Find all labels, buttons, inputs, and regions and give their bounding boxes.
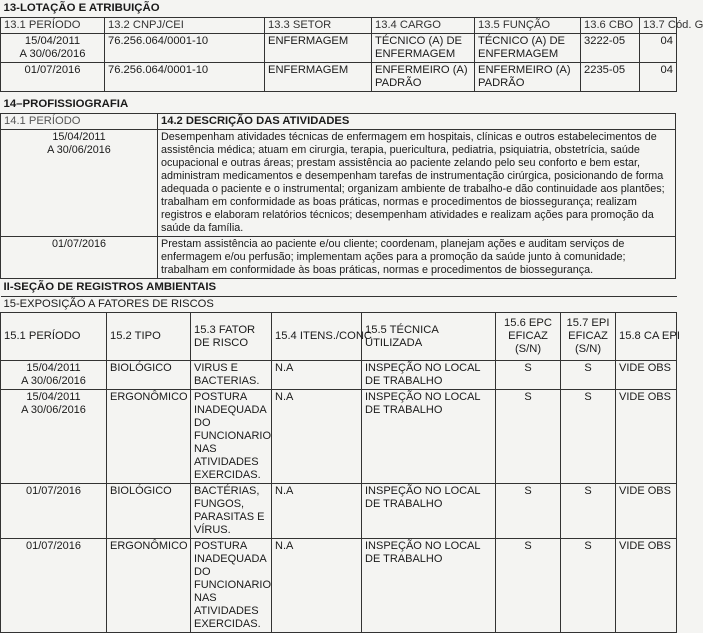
cod-cell: 04 <box>640 63 677 92</box>
section-14-title: 14–PROFISSIOGRAFIA <box>1 96 676 114</box>
epc-cell: S <box>496 390 561 484</box>
itens-cell: N.A <box>272 539 362 633</box>
col-header: 13.6 CBO <box>581 18 640 34</box>
itens-cell: N.A <box>272 361 362 390</box>
col-header: 15.7 EPI EFICAZ (S/N) <box>561 313 616 361</box>
epi-cell: S <box>561 539 616 633</box>
section-14-table <box>0 96 676 279</box>
col-header: 15.1 PERÍODO <box>1 313 107 361</box>
period-cell: 15/04/2011 A 30/06/2016 <box>1 361 107 390</box>
tipo-cell: ERGONÔMICO <box>107 539 191 633</box>
period-cell: 15/04/2011 A 30/06/2016 <box>1 390 107 484</box>
tipo-cell: BIOLÓGICO <box>107 484 191 539</box>
cbo-cell: 2235-05 <box>581 63 640 92</box>
cnpj-cell: 76.256.064/0001-10 <box>105 63 265 92</box>
itens-cell: N.A <box>272 484 362 539</box>
ca-cell: VIDE OBS <box>616 539 677 633</box>
fator-cell: POSTURA INADEQUADA DO FUNCIONARIO NAS ATIVIDADES EXERCIDAS. <box>191 539 272 633</box>
col-header: 14.1 PERÍODO <box>1 114 158 130</box>
setor-cell: ENFERMAGEM <box>265 63 372 92</box>
col-header: 13.2 CNPJ/CEI <box>105 18 265 34</box>
period-cell: 15/04/2011 A 30/06/2016 <box>1 130 158 237</box>
col-header: 15.4 ITENS./CONC <box>272 313 362 361</box>
period-cell: 01/07/2016 <box>1 484 107 539</box>
epi-cell: S <box>561 390 616 484</box>
table-row <box>1 539 677 633</box>
section-13-title: 13-LOTAÇÃO E ATRIBUIÇÃO <box>1 0 677 18</box>
description-cell: Desempenham atividades técnicas de enfermagem em hospitais, clínicas e outros estabelecimentos de assistência médica; atuam em cirurgia, terapia, puericultura, pediatria, psiquiatria, obstetrícia, saúde ocupacional e outras áreas; prestam assistência ao paciente zelando pelo seu conforto e bem estar, administram medicamentos e desempenham tarefas de instrumentação cirúrgica, posicionando de forma adequada o paciente e o instrumental; organizam ambiente de trabalho-e dão continuidade aos plantões; trabalham em conformidade as boas práticas, normas e procedimentos de biossegurança; realizam registros e elaboram relatórios técnicos; desempenham atividades e realizam ações para promoção da saúde da família. <box>158 130 676 237</box>
section-15-table <box>0 279 680 633</box>
period-cell: 01/07/2016 <box>1 237 158 279</box>
col-header: 13.7 Cód. G <box>640 18 677 34</box>
ca-cell: VIDE OBS <box>616 361 677 390</box>
fator-cell: VIRUS E BACTERIAS. <box>191 361 272 390</box>
cargo-cell: TÉCNICO (A) DE ENFERMAGEM <box>372 34 475 63</box>
table-row <box>1 63 677 92</box>
cbo-cell: 3222-05 <box>581 34 640 63</box>
cod-cell: 04 <box>640 34 677 63</box>
ca-cell: VIDE OBS <box>616 390 677 484</box>
tecnica-cell: INSPEÇÃO NO LOCAL DE TRABALHO <box>362 390 496 484</box>
funcao-cell: ENFERMEIRO (A) PADRÃO <box>475 63 581 92</box>
col-header: 13.1 PERÍODO <box>1 18 105 34</box>
cargo-cell: ENFERMEIRO (A) PADRÃO <box>372 63 475 92</box>
tecnica-cell: INSPEÇÃO NO LOCAL DE TRABALHO <box>362 361 496 390</box>
col-header: 15.8 CA EPI <box>616 313 677 361</box>
epc-cell: S <box>496 484 561 539</box>
setor-cell: ENFERMAGEM <box>265 34 372 63</box>
col-header: 15.3 FATOR DE RISCO <box>191 313 272 361</box>
period-cell: 15/04/2011 A 30/06/2016 <box>1 34 105 63</box>
col-header: 15.6 EPC EFICAZ (S/N) <box>496 313 561 361</box>
ca-cell: VIDE OBS <box>616 484 677 539</box>
tipo-cell: BIOLÓGICO <box>107 361 191 390</box>
description-cell: Prestam assistência ao paciente e/ou cliente; coordenam, planejam ações e auditam serviços de enfermagem e/ou perfusão; implementam ações para a promoção da saúde junto à comunidade; trabalham em conformidade às boas práticas, normas e procedimentos de biossegurança. <box>158 237 676 279</box>
col-header: 13.5 FUNÇÃO <box>475 18 581 34</box>
fator-cell: BACTÉRIAS, FUNGOS, PARASITAS E VÍRUS. <box>191 484 272 539</box>
itens-cell: N.A <box>272 390 362 484</box>
tecnica-cell: INSPEÇÃO NO LOCAL DE TRABALHO <box>362 484 496 539</box>
table-row <box>1 237 676 279</box>
section-ii-title: II-SEÇÃO DE REGISTROS AMBIENTAIS <box>1 279 677 297</box>
cnpj-cell: 76.256.064/0001-10 <box>105 34 265 63</box>
fator-cell: POSTURA INADEQUADA DO FUNCIONARIO NAS ATIVIDADES EXERCIDAS. <box>191 390 272 484</box>
tipo-cell: ERGONÔMICO <box>107 390 191 484</box>
period-cell: 01/07/2016 <box>1 539 107 633</box>
col-header: 13.3 SETOR <box>265 18 372 34</box>
col-header: 13.4 CARGO <box>372 18 475 34</box>
section-15-title: 15-EXPOSIÇÃO A FATORES DE RISCOS <box>1 297 677 313</box>
col-header: 14.2 DESCRIÇÃO DAS ATIVIDADES <box>158 114 676 130</box>
section-13-table <box>0 0 703 92</box>
epi-cell: S <box>561 484 616 539</box>
funcao-cell: TÉCNICO (A) DE ENFERMAGEM <box>475 34 581 63</box>
epc-cell: S <box>496 361 561 390</box>
table-row <box>1 390 677 484</box>
tecnica-cell: INSPEÇÃO NO LOCAL DE TRABALHO <box>362 539 496 633</box>
table-row <box>1 484 677 539</box>
epi-cell: S <box>561 361 616 390</box>
table-row <box>1 361 677 390</box>
period-cell: 01/07/2016 <box>1 63 105 92</box>
table-row <box>1 34 677 63</box>
epc-cell: S <box>496 539 561 633</box>
table-row <box>1 130 676 237</box>
col-header: 15.2 TIPO <box>107 313 191 361</box>
col-header: 15.5 TÉCNICA UTILIZADA <box>362 313 496 361</box>
